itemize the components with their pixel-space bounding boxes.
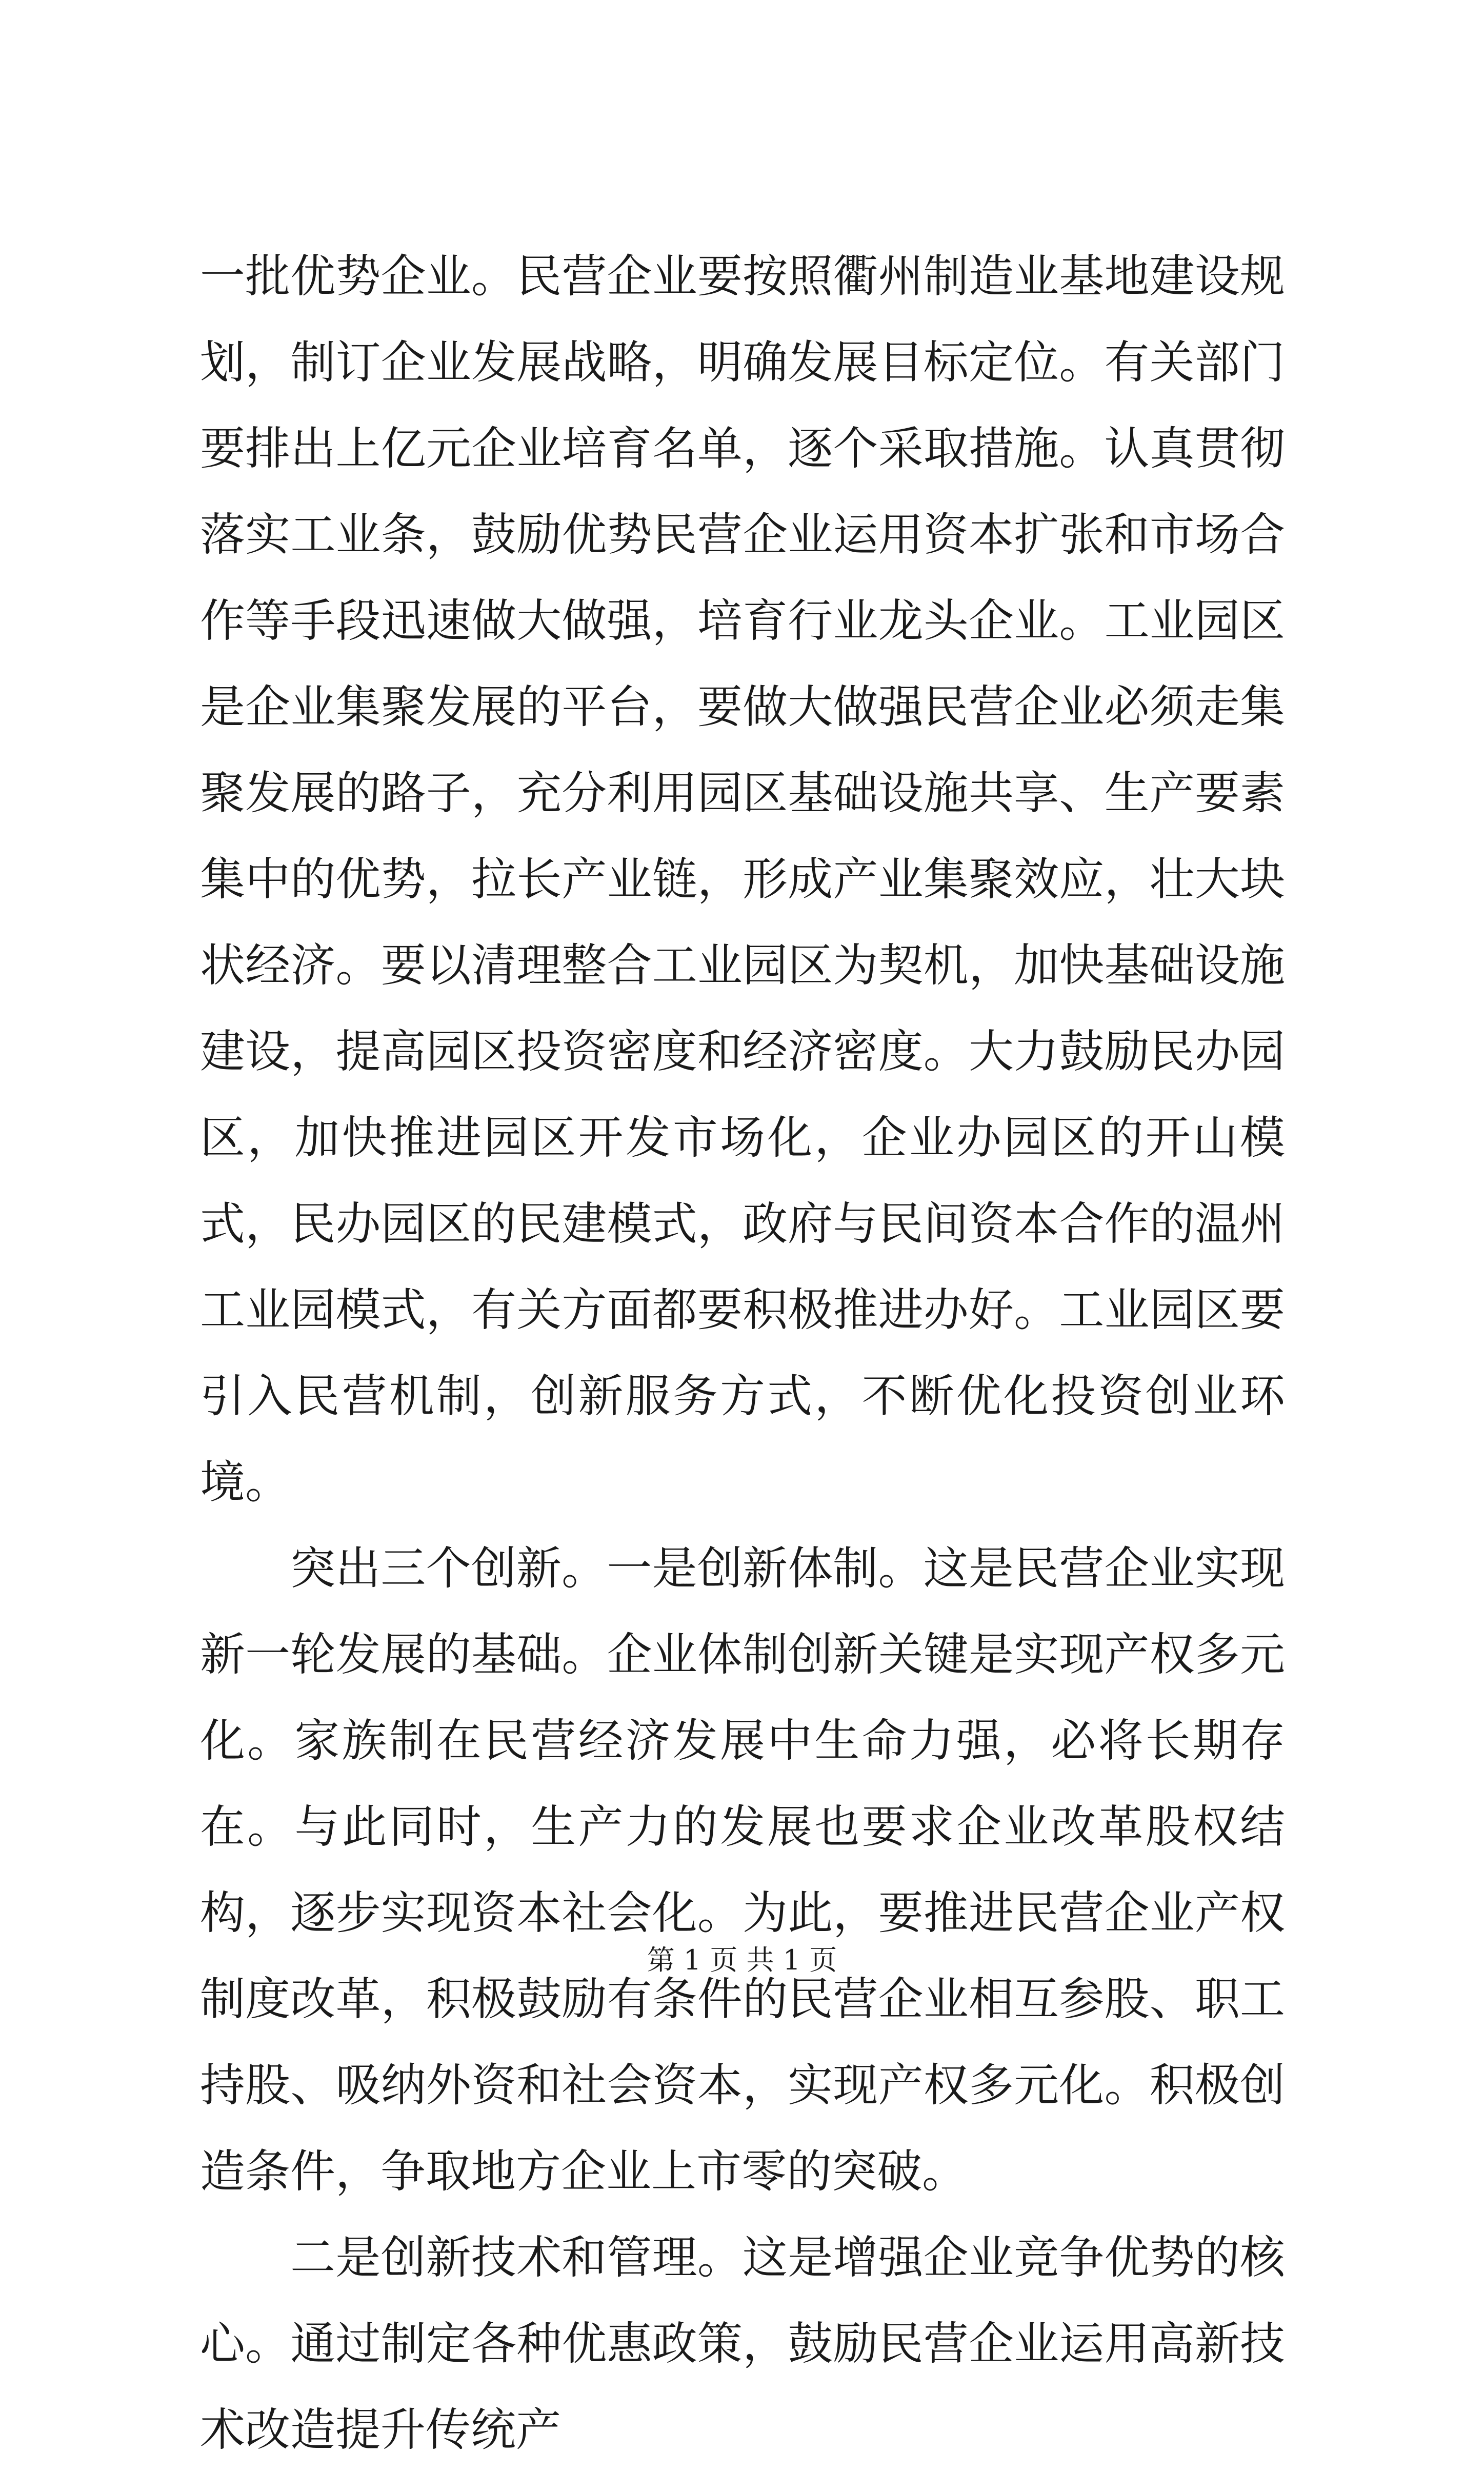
document-body (200, 233, 1285, 2473)
paragraph-3: 二是创新技术和管理。这是增强企业竞争优势的核心。通过制定各种优惠政策，鼓励民营企业运用高新技术改造提升传统产 (200, 2231, 1285, 2456)
paragraph-2: 突出三个创新。一是创新体制。这是民营企业实现新一轮发展的基础。企业体制创新关键是实现产权多元化。家族制在民营经济发展中生命力强，必将长期存在。与此同时，生产力的发展也要求企业改革股权结构，逐步实现资本社会化。为此，要推进民营企业产权制度改革，积极鼓励有条件的民营企业相互参股、职工持股、吸纳外资和社会资本，实现产权多元化。积极创造条件，争取地方企业上市零的突破。 (200, 1542, 1285, 2198)
paragraph-1: 一批优势企业。民营企业要按照衢州制造业基地建设规划，制订企业发展战略，明确发展目标定位。有关部门要排出上亿元企业培育名单，逐个采取措施。认真贯彻落实工业条，鼓励优势民营企业运用资本扩张和市场合作等手段迅速做大做强，培育行业龙头企业。工业园区是企业集聚发展的平台，要做大做强民营企业必须走集聚发展的路子，充分利用园区基础设施共享、生产要素集中的优势，拉长产业链，形成产业集聚效应，壮大块状经济。要以清理整合工业园区为契机，加快基础设施建设，提高园区投资密度和经济密度。大力鼓励民办园区，加快推进园区开发市场化，企业办园区的开山模式，民办园区的民建模式，政府与民间资本合作的温州工业园模式，有关方面都要积极推进办好。工业园区要引入民营机制，创新服务方式，不断优化投资创业环境。 (200, 250, 1285, 1509)
page-footer: 第 1 页 共 1 页 (647, 1944, 837, 1976)
